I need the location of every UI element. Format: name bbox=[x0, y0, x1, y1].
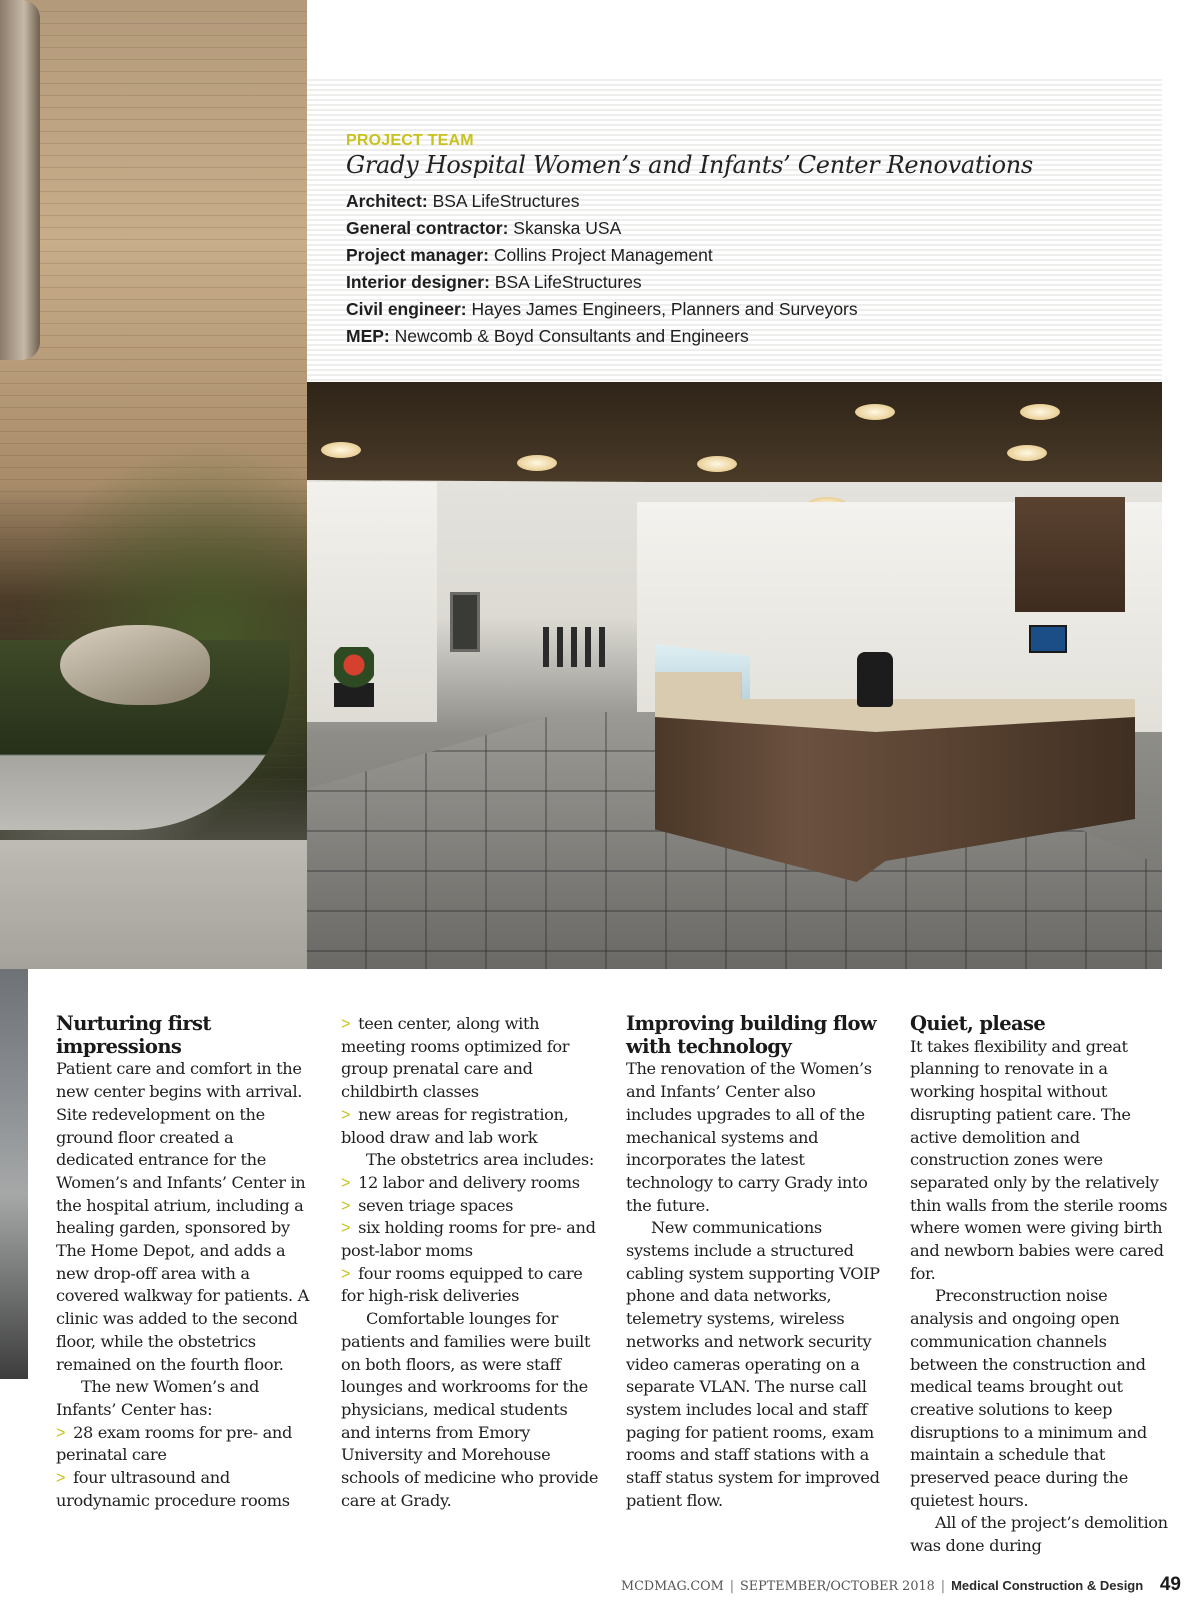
team-member-row: Project manager: Collins Project Management bbox=[346, 245, 713, 265]
nurse-station-photo bbox=[307, 382, 1162, 969]
article-column-4 bbox=[910, 1013, 1172, 1558]
list-item: > four rooms equipped to care for high-risk deliveries bbox=[341, 1263, 583, 1306]
article-column-1 bbox=[56, 1013, 314, 1512]
paragraph: The new Women’s and Infants’ Center has: bbox=[56, 1377, 259, 1419]
footer-site: MCDMAG.COM bbox=[621, 1579, 724, 1594]
section-heading: Quiet, please bbox=[910, 1012, 1046, 1035]
list-item: > six holding rooms for pre- and post-labor moms bbox=[341, 1218, 596, 1261]
computer-monitor bbox=[1029, 625, 1067, 653]
corridor-door bbox=[450, 592, 480, 652]
bullet-icon: > bbox=[341, 1264, 351, 1283]
sculpture bbox=[0, 0, 40, 360]
potted-plant bbox=[334, 647, 374, 707]
team-member-row: Architect: BSA LifeStructures bbox=[346, 191, 580, 211]
ceiling-light bbox=[1020, 404, 1060, 420]
ceiling-light bbox=[697, 456, 737, 472]
paragraph: The obstetrics area includes: bbox=[366, 1150, 594, 1170]
bullet-icon: > bbox=[341, 1196, 351, 1215]
paragraph: All of the project’s demolition was done during bbox=[910, 1513, 1168, 1556]
ceiling-light bbox=[855, 404, 895, 420]
page-footer bbox=[621, 1574, 1181, 1600]
paragraph: The renovation of the Women’s and Infants’ Center also includes upgrades to all of the mechanical systems and incorporates the latest technology to carry Grady into the future. bbox=[626, 1059, 872, 1215]
section-heading: Nurturing first impressions bbox=[56, 1012, 211, 1058]
waiting-chairs bbox=[543, 627, 613, 667]
ceiling-light bbox=[517, 455, 557, 471]
list-item: > four ultrasound and urodynamic procedure rooms bbox=[56, 1468, 290, 1510]
exterior-garden-photo bbox=[0, 0, 307, 969]
section-heading: Improving building flow with technology bbox=[626, 1012, 877, 1058]
paragraph: Comfortable lounges for patients and families were built on both floors, as were staff lounges and workrooms for the physicians, medical students and interns from Emory University and Morehouse schools of medicine who provide care at Grady. bbox=[341, 1309, 599, 1510]
team-member-row: Interior designer: BSA LifeStructures bbox=[346, 272, 642, 292]
project-title: Grady Hospital Women’s and Infants’ Center Renovations bbox=[346, 151, 1033, 179]
footer-separator: | bbox=[729, 1579, 735, 1594]
paragraph: Patient care and comfort in the new center begins with arrival. Site redevelopment on the ground floor created a dedicated entrance for the Women’s and Infants’ Center in the hospital atrium, including a healing garden, sponsored by The Home Depot, and adds a new drop-off area with a covered walkway for patients. A clinic was added to the second floor, while the obstetrics remained on the fourth floor. bbox=[56, 1059, 309, 1374]
ceiling-light bbox=[1007, 445, 1047, 461]
list-item: > 28 exam rooms for pre- and perinatal care bbox=[56, 1422, 292, 1465]
list-item: > new areas for registration, blood draw and lab work bbox=[341, 1104, 569, 1147]
paragraph: Preconstruction noise analysis and ongoing open communication channels between the construction and medical teams brought out creative solutions to keep disruptions to a minimum and maintain a schedule that preserved peace during the quietest hours. bbox=[910, 1286, 1147, 1510]
bullet-icon: > bbox=[341, 1015, 351, 1033]
article-column-2 bbox=[341, 1013, 599, 1512]
list-item: > 12 labor and delivery rooms bbox=[341, 1172, 580, 1192]
wall-cabinet bbox=[1015, 497, 1125, 612]
list-item: > seven triage spaces bbox=[341, 1195, 514, 1215]
bullet-icon: > bbox=[56, 1469, 66, 1488]
paragraph: It takes flexibility and great planning to renovate in a working hospital without disrupting patient care. The active demolition and construction zones were separated only by the relatively thin walls from the sterile rooms where women were giving birth and newborn babies were cared for. bbox=[910, 1036, 1168, 1283]
bullet-icon: > bbox=[341, 1173, 351, 1192]
ceiling-light bbox=[321, 442, 361, 458]
page-number: 49 bbox=[1159, 1574, 1181, 1595]
team-member-row: MEP: Newcomb & Boyd Consultants and Engineers bbox=[346, 326, 749, 346]
hallway-photo-edge bbox=[0, 969, 28, 1379]
bullet-icon: > bbox=[341, 1219, 351, 1238]
project-team-box bbox=[307, 76, 1162, 382]
footer-publication: Medical Construction & Design bbox=[951, 1578, 1144, 1593]
footer-issue: SEPTEMBER/OCTOBER 2018 bbox=[740, 1579, 935, 1594]
article-column-3 bbox=[626, 1013, 884, 1512]
project-team-label: PROJECT TEAM bbox=[346, 132, 474, 149]
footer-separator: | bbox=[940, 1579, 946, 1594]
list-item: > teen center, along with meeting rooms optimized for group prenatal care and childbirth classes bbox=[341, 1014, 570, 1102]
team-member-row: Civil engineer: Hayes James Engineers, Planners and Surveyors bbox=[346, 299, 858, 319]
bullet-icon: > bbox=[56, 1423, 66, 1442]
team-member-row: General contractor: Skanska USA bbox=[346, 218, 622, 238]
boulder bbox=[60, 625, 210, 705]
office-chair bbox=[857, 652, 893, 707]
bullet-icon: > bbox=[341, 1105, 351, 1124]
paragraph: New communications systems include a structured cabling system supporting VOIP phone and data networks, telemetry systems, wireless networks and network security video cameras operating on a separate VLAN. The nurse call system includes local and staff paging for patient rooms, exam rooms and staff stations with a staff status system for improved patient flow. bbox=[626, 1218, 880, 1510]
pavement bbox=[0, 840, 307, 969]
